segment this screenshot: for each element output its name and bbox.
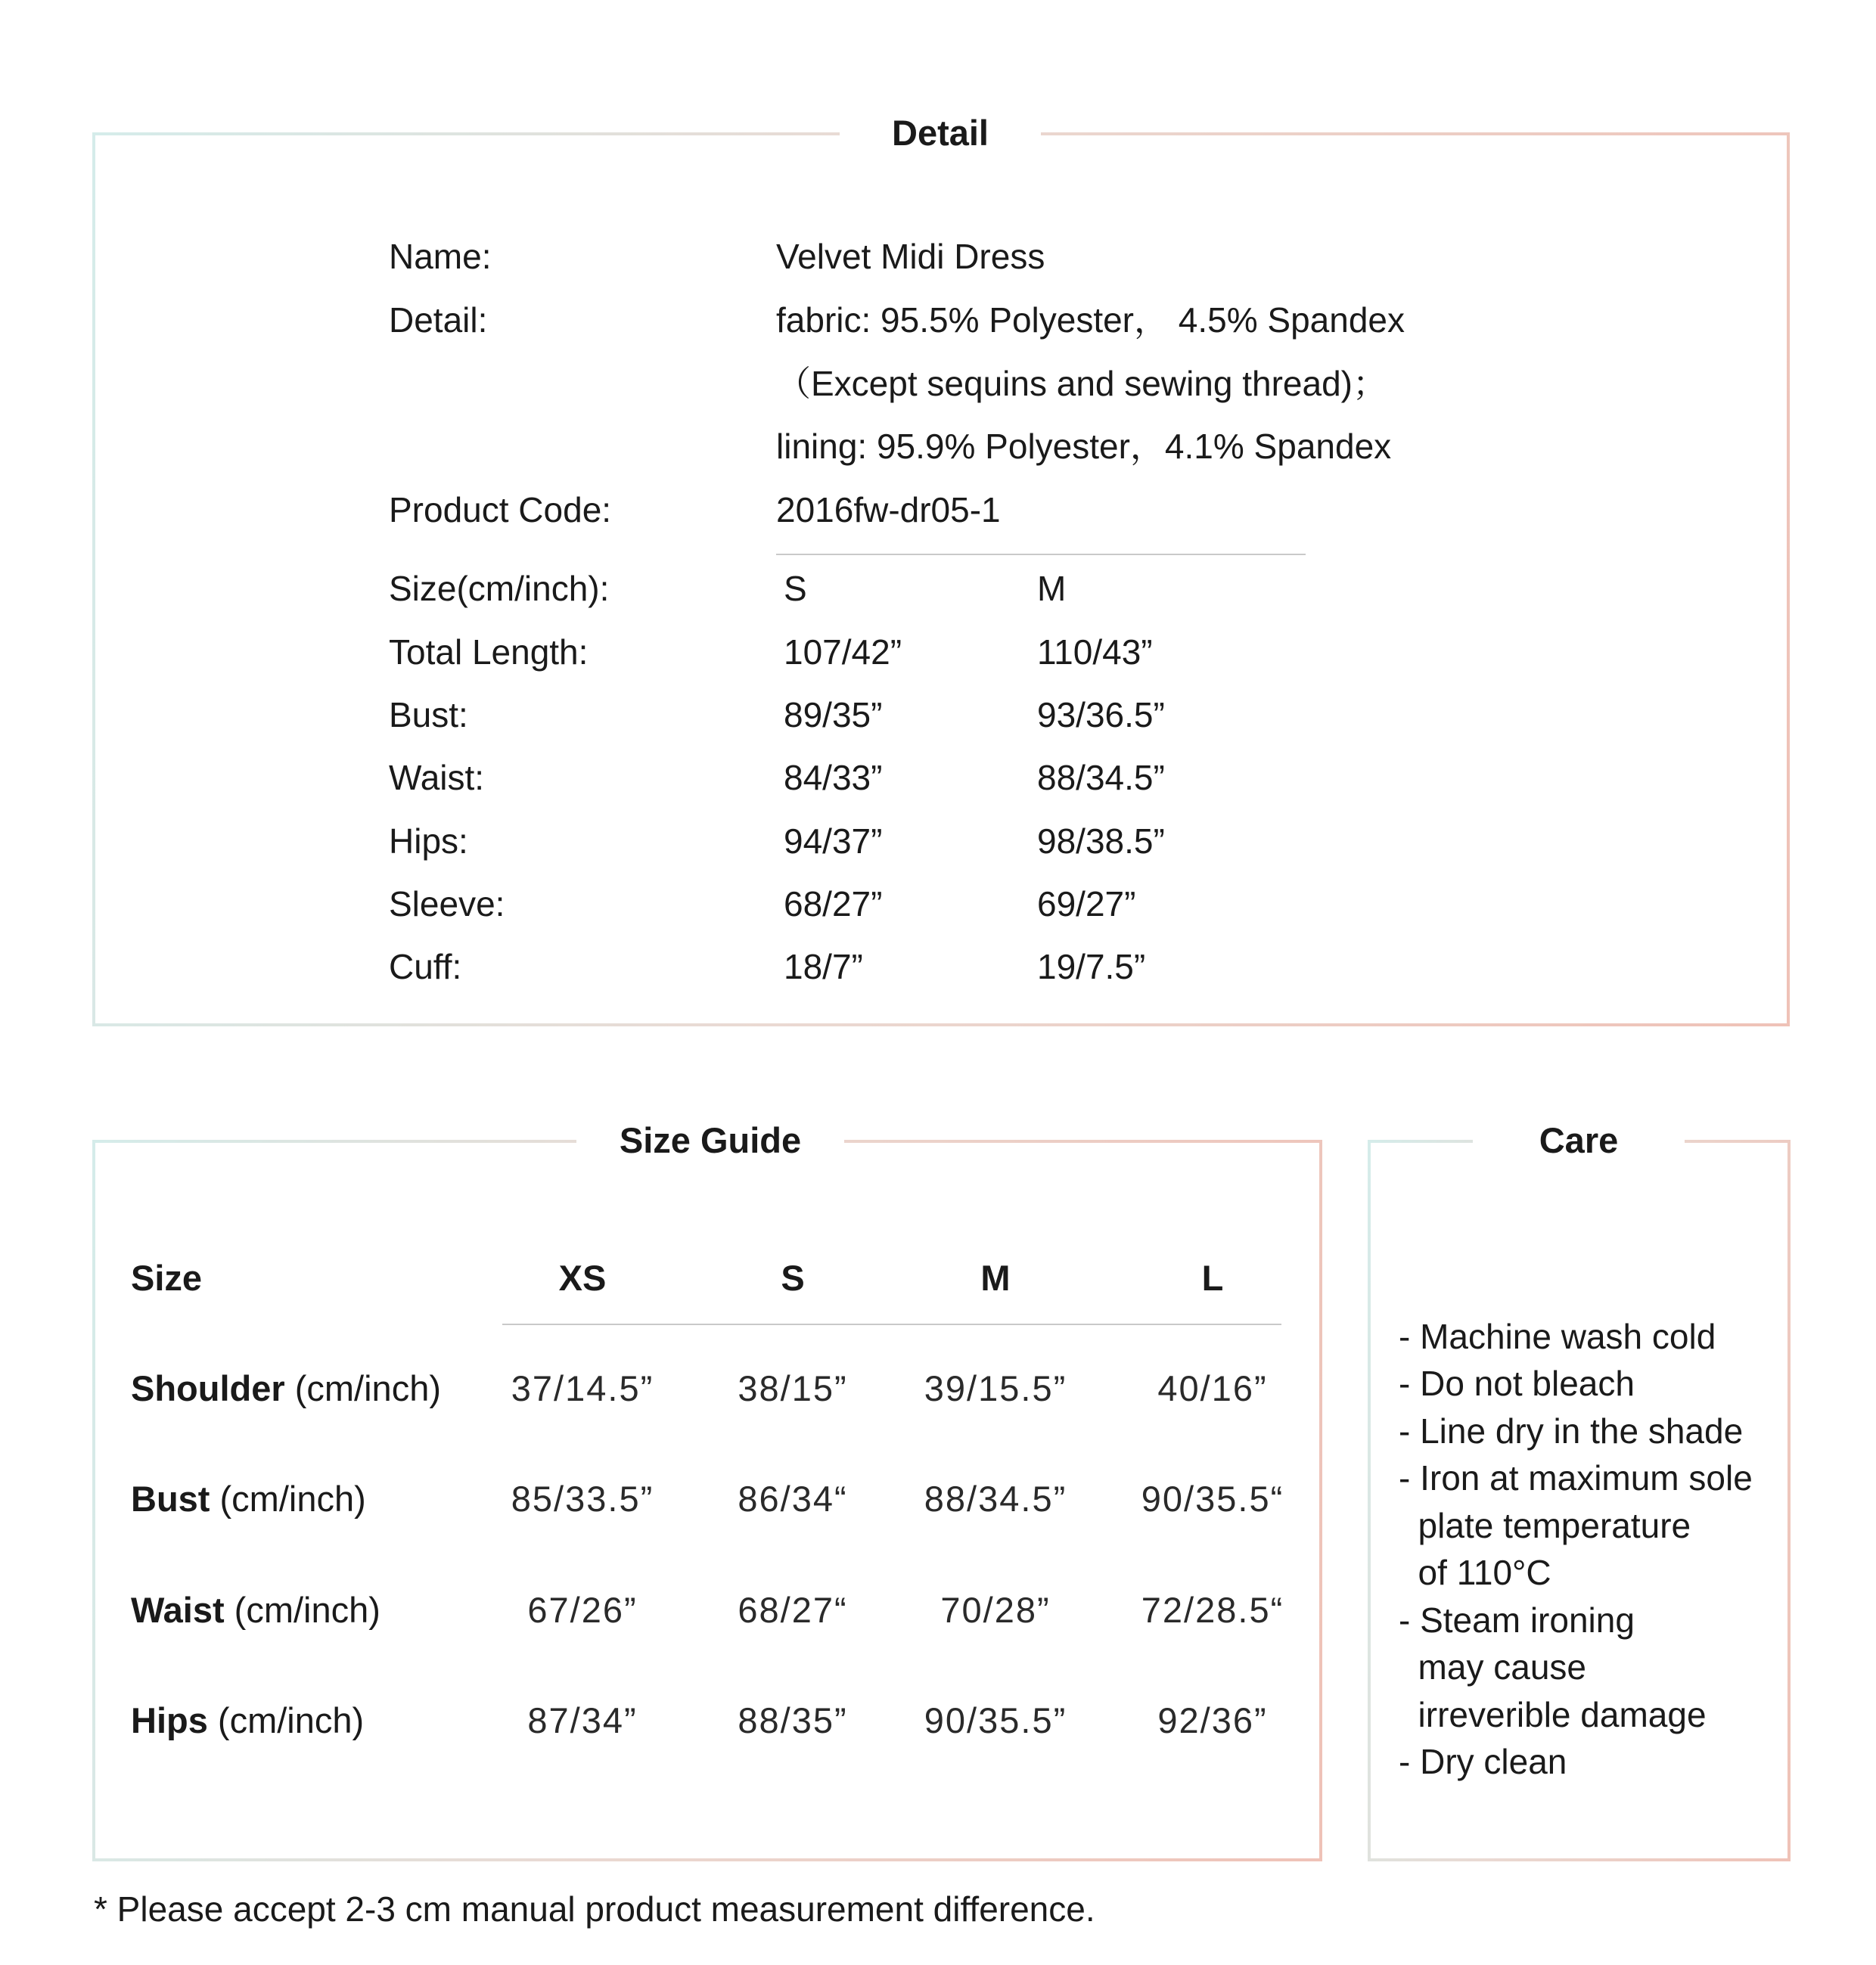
measurement-m: 88/34.5”	[1037, 758, 1165, 797]
size-header: Size	[131, 1258, 203, 1298]
size-header-m: M	[980, 1258, 1011, 1298]
detail-title: Detail	[840, 108, 1041, 158]
detail-line-2: （Except sequins and sewing thread)；	[776, 364, 1387, 403]
care-line: - Iron at maximum sole	[1399, 1458, 1753, 1498]
size-cell: 40/16”	[1157, 1368, 1268, 1408]
size-col-m: M	[1037, 569, 1067, 608]
size-header-l: L	[1201, 1258, 1224, 1298]
size-cell: 86/34“	[738, 1479, 848, 1519]
size-guide-title: Size Guide	[576, 1116, 844, 1166]
care-line: - Line dry in the shade	[1399, 1411, 1744, 1451]
size-row-label: Waist (cm/inch)	[131, 1590, 380, 1630]
care-line: plate temperature	[1399, 1506, 1691, 1545]
measurement-s: 18/7”	[784, 947, 863, 986]
measurement-label: Bust:	[389, 695, 468, 734]
size-cell: 85/33.5”	[511, 1479, 654, 1519]
measurement-m: 98/38.5”	[1037, 821, 1165, 861]
product-code-value: 2016fw-dr05-1	[776, 490, 1001, 529]
measurement-m: 110/43”	[1037, 632, 1153, 672]
size-cell: 92/36”	[1157, 1700, 1268, 1740]
size-guide-panel	[92, 1120, 1322, 1861]
detail-line-1: fabric: 95.5% Polyester， 4.5% Spandex	[776, 300, 1405, 340]
size-col-s: S	[784, 569, 807, 608]
name-value: Velvet Midi Dress	[776, 237, 1045, 276]
size-cell: 88/35”	[738, 1700, 848, 1740]
size-cell: 67/26”	[527, 1590, 638, 1630]
measurement-s: 107/42”	[784, 632, 902, 672]
care-line: - Machine wash cold	[1399, 1317, 1716, 1356]
care-line: - Do not bleach	[1399, 1364, 1635, 1403]
measurement-label: Sleeve:	[389, 884, 505, 924]
product-code-label: Product Code:	[389, 490, 612, 529]
care-line: may cause	[1399, 1647, 1586, 1687]
measurement-m: 19/7.5”	[1037, 947, 1146, 986]
care-line: of 110°C	[1399, 1553, 1551, 1592]
size-header-xs: XS	[558, 1258, 607, 1298]
care-line: - Steam ironing	[1399, 1600, 1635, 1640]
measurement-s: 89/35”	[784, 695, 883, 734]
size-header-s: S	[781, 1258, 805, 1298]
measurement-m: 93/36.5”	[1037, 695, 1165, 734]
measurement-label: Hips:	[389, 821, 468, 861]
measurement-label: Cuff:	[389, 947, 462, 986]
care-line: irreverible damage	[1399, 1695, 1707, 1734]
care-line: - Dry clean	[1399, 1742, 1567, 1781]
measurement-s: 68/27”	[784, 884, 883, 924]
size-cell: 70/28”	[940, 1590, 1051, 1630]
size-cell: 68/27“	[738, 1590, 848, 1630]
size-header-label: Size(cm/inch):	[389, 569, 610, 608]
size-row-label: Hips (cm/inch)	[131, 1700, 365, 1740]
size-cell: 87/34”	[527, 1700, 638, 1740]
detail-divider	[776, 554, 1306, 555]
size-cell: 88/34.5”	[924, 1479, 1067, 1519]
measurement-label: Waist:	[389, 758, 485, 797]
care-title: Care	[1473, 1116, 1685, 1166]
measurement-label: Total Length:	[389, 632, 589, 672]
size-cell: 90/35.5“	[1141, 1479, 1284, 1519]
measurement-s: 94/37”	[784, 821, 883, 861]
size-cell: 90/35.5”	[924, 1700, 1067, 1740]
size-cell: 37/14.5”	[511, 1368, 654, 1408]
detail-label: Detail:	[389, 300, 488, 340]
size-row-label: Bust (cm/inch)	[131, 1479, 366, 1519]
size-cell: 72/28.5“	[1141, 1590, 1284, 1630]
measurement-footnote: * Please accept 2-3 cm manual product measurement difference.	[94, 1889, 1095, 1929]
size-guide-divider	[502, 1324, 1281, 1325]
size-row-label: Shoulder (cm/inch)	[131, 1368, 441, 1408]
measurement-m: 69/27”	[1037, 884, 1136, 924]
care-panel	[1368, 1120, 1791, 1861]
size-cell: 39/15.5”	[924, 1368, 1067, 1408]
size-cell: 38/15”	[738, 1368, 848, 1408]
measurement-s: 84/33”	[784, 758, 883, 797]
name-label: Name:	[389, 237, 492, 276]
detail-line-3: lining: 95.9% Polyester，4.1% Spandex	[776, 427, 1392, 466]
